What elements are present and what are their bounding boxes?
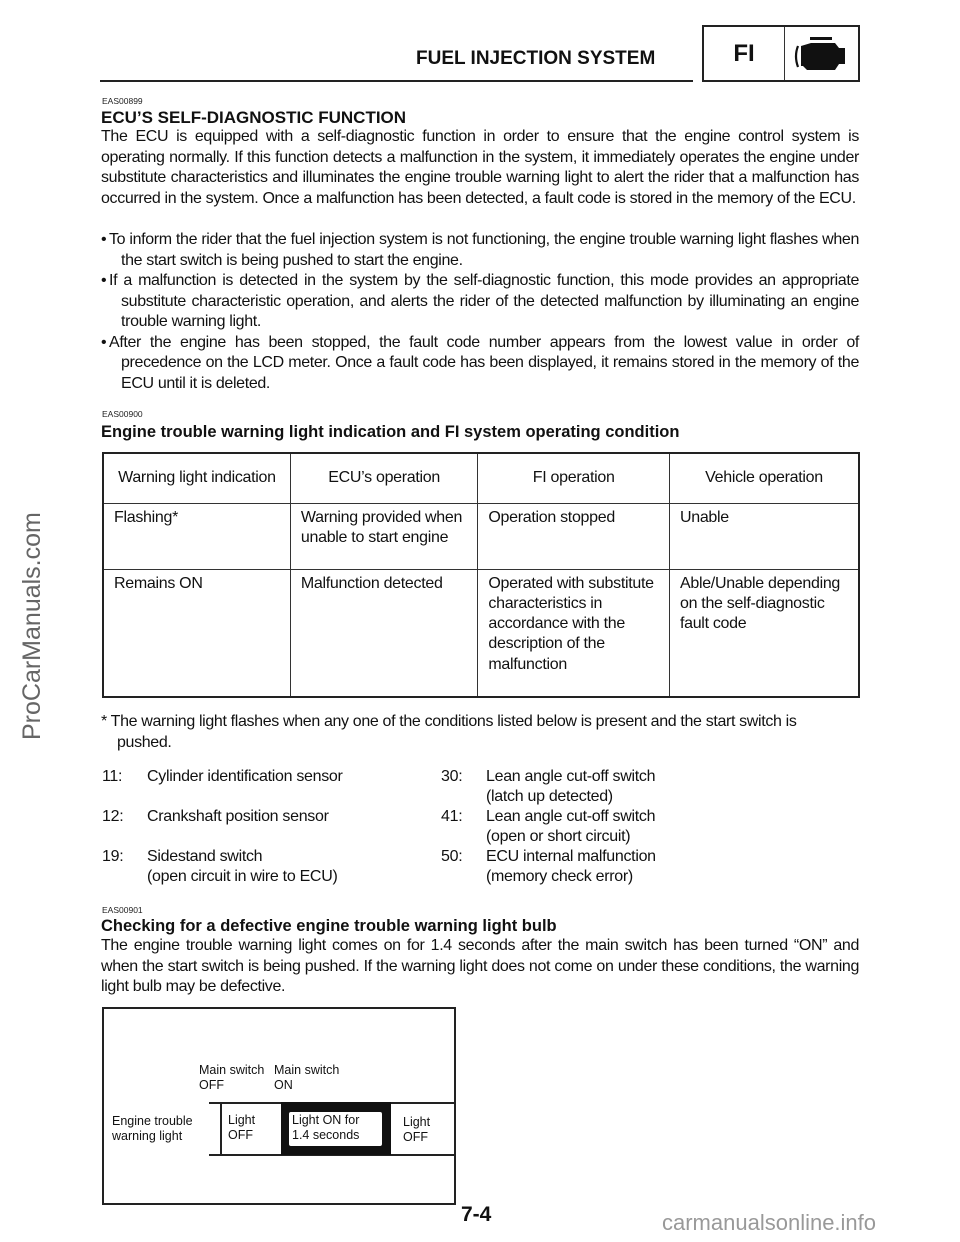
fault-code-item: 30: Lean angle cut-off switch (latch up detected) (441, 768, 656, 806)
intro-paragraph: The ECU is equipped with a self-diagnostic function in order to ensure that the engine control system is operating normally. If this function detects a malfunction in the system, it immediately operates the engine under substitute characteristics and illuminates the engine trouble warning light to alert the rider that a malfunction has occurred in the system. Once a malfunction has been detected, a fault code is stored in the memory of the ECU. (101, 128, 859, 207)
column-header: Warning light indication (103, 453, 290, 503)
fault-code-item: 19: Sidestand switch (open circuit in wire to ECU) (102, 847, 343, 888)
column-header: FI operation (478, 453, 670, 503)
main-switch-off-label: Main switch OFF (199, 1063, 265, 1092)
column-header: Vehicle operation (669, 453, 859, 503)
section-heading: Checking for a defective engine trouble warning light bulb (101, 917, 557, 935)
table-cell: Operated with substitute characteristics in accordance with the description of the malfunction (478, 569, 670, 697)
warning-light-row-label: Engine trouble warning light (112, 1114, 193, 1143)
footer-watermark: carmanualsonline.info (662, 1210, 877, 1235)
section-code: EAS00899 (102, 96, 143, 106)
table-row (103, 503, 859, 569)
main-switch-on-label: Main switch ON (274, 1063, 340, 1092)
table-cell: Flashing* (103, 503, 290, 569)
light-off-after-label: Light OFF (403, 1115, 431, 1144)
light-off-before-label: Light OFF (228, 1113, 256, 1142)
table-cell: Malfunction detected (290, 569, 477, 697)
fault-code-item: 50: ECU internal malfunction (memory check error) (441, 847, 656, 888)
section-code: EAS00900 (102, 409, 143, 419)
bullet-list (101, 230, 859, 394)
fault-code: 30: (441, 768, 463, 785)
fault-code-list-right (441, 767, 656, 888)
table-cell: Warning provided when unable to start engine (290, 503, 477, 569)
section-code: EAS00901 (102, 905, 143, 915)
bullet-glyph: • (101, 231, 107, 248)
table-row (103, 569, 859, 697)
timeline-start-marker (220, 1102, 222, 1155)
header-divider (100, 80, 693, 82)
fault-code: 50: (441, 848, 463, 865)
fault-code: 41: (441, 808, 463, 825)
fault-code-list-left (102, 767, 343, 888)
badge-label: FI (704, 27, 785, 80)
table-cell: Remains ON (103, 569, 290, 697)
table-header-row (103, 453, 859, 503)
check-paragraph: The engine trouble warning light comes on for 1.4 seconds after the main switch has been turned “ON” and when the start switch is being pushed. If the warning light does not come on under these conditions, the warning light bulb may be defective. (101, 937, 859, 995)
bullet-item: • To inform the rider that the fuel injection system is not functioning, the engine trouble warning light flashes when the start switch is being pushed to start the engine. (101, 231, 859, 269)
page-number: 7-4 (461, 1203, 492, 1226)
fault-code: 12: (102, 808, 124, 825)
side-watermark: ProCarManuals.com (18, 512, 46, 740)
bullet-glyph: • (101, 272, 107, 289)
table-cell: Able/Unable depending on the self-diagnostic fault code (669, 569, 859, 697)
bullet-item: • If a malfunction is detected in the system by the self-diagnostic function, this mode provides an appropriate substitute characteristic operation, and alerts the rider of the detected malfunction by illuminating an engine trouble warning light. (101, 272, 859, 330)
section-title: FUEL INJECTION SYSTEM (416, 48, 656, 69)
light-on-label: Light ON for 1.4 seconds (289, 1112, 382, 1146)
engine-icon (785, 27, 858, 80)
fault-code-item: 12: Crankshaft position sensor (102, 807, 343, 847)
warning-light-timing-diagram (102, 1007, 456, 1205)
fault-code-item: 41: Lean angle cut-off switch (open or short circuit) (441, 808, 656, 846)
section-heading: ECU’S SELF-DIAGNOSTIC FUNCTION (101, 108, 407, 127)
column-header: ECU’s operation (290, 453, 477, 503)
fault-code: 11: (102, 768, 123, 785)
fault-code: 19: (102, 848, 124, 865)
table-cell: Operation stopped (478, 503, 670, 569)
fault-code-item: 11: Cylinder identification sensor (102, 767, 343, 807)
bullet-glyph: • (101, 333, 107, 351)
table-cell: Unable (669, 503, 859, 569)
section-heading: Engine trouble warning light indication and FI system operating condition (101, 423, 680, 441)
table-footnote: * The warning light flashes when any one of the conditions listed below is present and the start switch is pushed. (101, 713, 797, 751)
bullet-item: • After the engine has been stopped, the fault code number appears from the lowest value in order of precedence on the LCD meter. Once a fault code has been displayed, it remains stored in the memory of the ECU until it is deleted. (101, 333, 859, 392)
warning-light-table (102, 452, 860, 698)
section-badge (702, 25, 860, 82)
